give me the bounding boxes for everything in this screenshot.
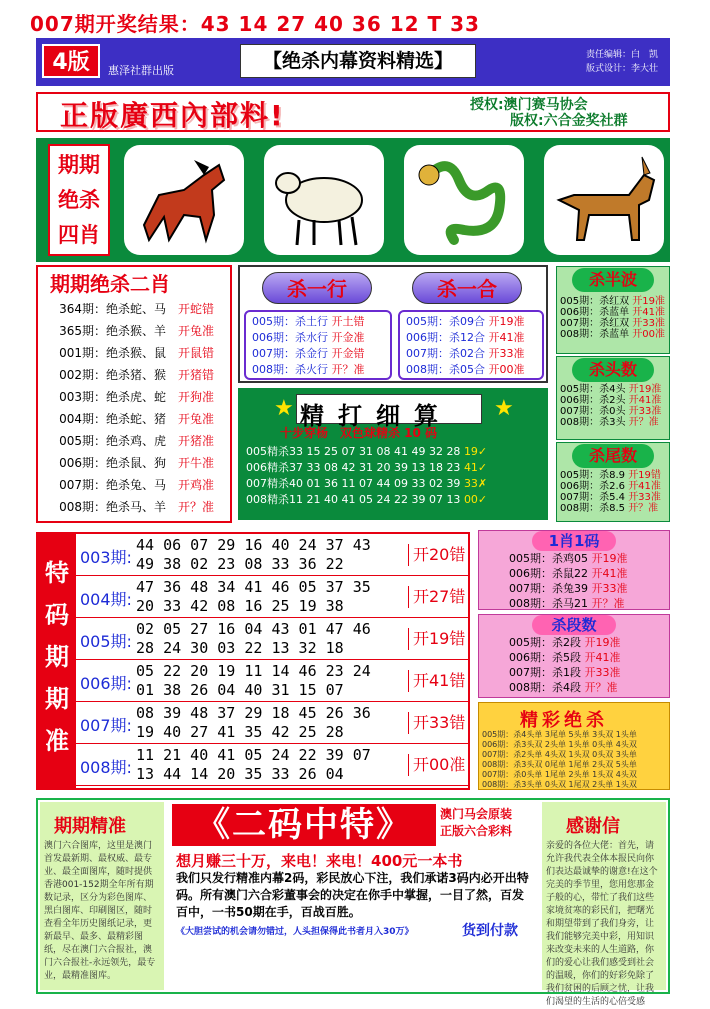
special-label-char: 特 [45,559,69,587]
row-content: 绝杀虎、蛇 [106,390,167,404]
jingcai-row: 008期：杀3头双 0尾单 1尾单 2头双 5头单 [482,760,637,769]
bottom-right-title: 感谢信 [566,816,620,837]
one_shio-row [479,581,669,596]
precision-row [246,444,487,460]
row-period: 006期： [560,307,600,318]
row-period: 008期： [406,363,449,376]
copyright-line: 版权:六合金奖社群 [510,113,628,129]
row-period: 005期： [509,552,552,565]
kill_he-row [406,346,536,362]
cod-label: 货到付款 [462,923,518,939]
precision-row [246,492,487,508]
row-result: 开兔准 [178,324,215,338]
half_wave-row [556,307,670,318]
bottom-right-text: 亲爱的各位大佬：首先，请允许我代表全体本报民向你们表达最诚挚的谢意!在这个完美的季节里，您用您那金子般的心，带忙了我们这些家境贫寒的彩民们，把曙光和期望带到了我们身旁，让我们能够完美中彩，用知识来改变未来的人生道路，你们的爱心让我们感受到社会的温暖，你们的好彩免除了我们贫困的后顾之忧，让我们渴望的生活的心倍受感 [546,841,658,1007]
row-content: 杀0头 [599,406,626,417]
one_shio-row [479,596,669,611]
precision-title: 精打细算 [300,402,452,430]
row-content: 杀4头 [599,384,626,395]
two-shio-row [42,430,228,452]
kill-four-line: 绝杀 [58,188,100,212]
row-result: 开33准 [628,406,662,417]
special-period: 006期: [80,674,132,693]
tail_num-row [556,503,670,514]
tail_num-row [556,470,670,481]
kill-four-label [48,144,110,256]
precision-result: 41✓ [463,461,488,474]
row-result: 开19准 [628,384,662,395]
precision-numbers: 005精杀33 15 25 07 31 08 41 49 32 28 [246,445,461,458]
kill_he-row [406,314,536,330]
row-result: 开19准 [591,552,628,565]
kill-he-box [398,310,544,380]
row-period: 007期： [59,478,106,492]
special-row [76,534,468,576]
row-result: 开33准 [632,318,666,329]
row-result: 开41准 [628,395,662,406]
row-period: 006期： [252,331,295,344]
special-label-char: 期 [45,685,69,713]
row-result: 开兔准 [178,412,215,426]
special-code-label [38,534,76,788]
precision-subtitle: 十步穿杨 双色球精杀 10 码 [280,426,438,440]
special-row [76,744,468,786]
special-result: 开41错 [408,670,468,692]
row-content: 杀蓝单 [599,329,630,340]
row-content: 杀3头 [599,417,626,428]
row-content: 绝杀兔、马 [106,478,167,492]
row-period: 008期： [560,417,600,428]
row-period: 005期： [252,315,295,328]
one-shio-panel [478,530,670,610]
kill_xing-row [252,362,384,378]
row-period: 007期： [406,347,449,360]
bottom-left-title: 期期精准 [54,816,126,837]
row-period: 007期： [560,406,600,417]
row-content: 杀蓝单 [599,307,630,318]
row-period: 002期： [59,368,106,382]
special-line: 28 24 30 03 22 13 32 18 [136,639,344,657]
two-shio-row [42,452,228,474]
two-shio-row [42,386,228,408]
two-shio-row [42,320,228,342]
special-period: 005期: [80,632,132,651]
row-period: 006期： [560,395,600,406]
kill-he-title: 杀一合 [412,272,522,304]
row-period: 005期： [509,636,552,649]
row-period: 008期： [560,329,600,340]
one_shio-row [479,551,669,566]
row-result: 开41准 [488,331,525,344]
row-period: 001期： [59,346,106,360]
row-period: 005期： [560,470,600,481]
erma-title: 《二码中特》 [172,804,436,846]
two-shio-title: 期期绝杀二肖 [50,272,170,296]
segment-row [479,680,669,695]
row-content: 杀鼠22 [552,567,588,580]
jingcai-row: 005期：杀4头单 3尾单 5头单 3头双 1头单 [482,730,637,739]
special-line: 49 38 02 23 08 33 36 22 [136,555,344,573]
row-content: 杀红双 [599,318,630,329]
two-shio-row [42,364,228,386]
precision-numbers: 008精杀11 21 40 41 05 24 22 39 07 13 [246,493,461,506]
segment-row [479,650,669,665]
kill_he-row [406,330,536,346]
publisher: 惠泽社群出版 [108,64,174,77]
row-content: 杀2头 [599,395,626,406]
special-period: 008期: [80,758,132,777]
kill-xing-title: 杀一行 [262,272,372,304]
row-result: 开？准 [628,503,659,514]
row-content: 杀5段 [552,651,581,664]
row-result: 开狗准 [178,390,215,404]
row-period: 006期： [509,651,552,664]
special-line: 44 06 07 29 16 40 24 37 43 [136,536,371,554]
row-period: 008期： [560,503,600,514]
tail_num-row [556,481,670,492]
row-period: 005期： [59,434,106,448]
dragon-image [404,145,524,255]
row-result: 开19准 [632,296,666,307]
kill-four-line: 四肖 [58,223,100,247]
row-result: 开猪准 [178,434,215,448]
half-wave-title: 杀半波 [572,268,654,292]
special-numbers [136,746,371,784]
special-period: 004期: [80,590,132,609]
row-result: 开猪错 [178,368,215,382]
row-result: 开？准 [584,681,618,694]
special-label-char: 期 [45,643,69,671]
row-result: 开？准 [591,597,625,610]
special-row [76,660,468,702]
special-row [76,702,468,744]
row-content: 杀马21 [552,597,588,610]
row-period: 004期： [59,412,106,426]
special-line: 47 36 48 34 41 46 05 37 35 [136,578,371,596]
row-period: 007期： [509,666,552,679]
two-shio-row [42,298,228,320]
half_wave-row [556,329,670,340]
special-result: 开20错 [408,544,468,566]
row-content: 杀05合 [449,363,485,376]
aoma-line: 正版六合彩料 [440,824,513,838]
main-title: 正版廣西內部料! [60,99,285,132]
row-content: 杀水行 [295,331,328,344]
row-content: 绝杀猪、猴 [106,368,167,382]
head_num-row [556,384,670,395]
special-result: 开27错 [408,586,468,608]
star-icon: ★ [494,396,514,421]
row-period: 007期： [509,582,552,595]
jingcai-row: 008期：杀3头单 0头双 1尾双 2头单 1头双 [482,780,637,789]
row-content: 绝杀蛇、马 [106,302,167,316]
special-period: 003期: [80,548,132,567]
two-shio-row [42,474,228,496]
row-result: 开金准 [331,331,365,344]
editor-line: 责任编辑：白 凯 [586,50,659,60]
row-result: 开41准 [632,307,666,318]
row-content: 杀火行 [295,363,328,376]
row-result: 开19准 [488,315,525,328]
row-period: 005期： [560,296,600,307]
special-numbers [136,536,371,574]
star-icon: ★ [274,396,294,421]
row-result: 开蛇错 [178,302,215,316]
special-line: 13 44 14 20 35 33 26 04 [136,765,344,783]
row-period: 006期： [509,567,552,580]
dog-image [544,145,664,255]
head_num-row [556,417,670,428]
one_shio-row [479,566,669,581]
special-row [76,618,468,660]
special-numbers [136,620,371,658]
kill_xing-row [252,314,384,330]
version-badge: 4版 [42,44,100,78]
row-period: 007期： [252,347,295,360]
row-result: 开牛准 [178,456,215,470]
precision-result: 33✗ [463,477,488,490]
jingcai-row: 006期：杀3头双 2头单 1头单 0头单 4头双 [482,740,637,749]
row-content: 杀红双 [599,296,630,307]
row-content: 杀12合 [449,331,485,344]
row-period: 008期： [252,363,295,376]
kill_he-row [406,362,536,378]
precision-result: 00✓ [463,493,488,506]
precision-row [246,460,487,476]
special-period: 007期: [80,716,132,735]
row-content: 绝杀猴、羊 [106,324,167,338]
authorization-line: 授权:澳门赛马协会 [470,97,588,113]
row-period: 005期： [560,384,600,395]
aoma-line: 澳门马会原装 [440,807,513,821]
special-result: 开00准 [408,754,468,776]
row-period: 006期： [406,331,449,344]
special-line: 20 33 42 08 16 25 19 38 [136,597,344,615]
row-content: 杀09合 [449,315,485,328]
editor-credits [586,48,658,76]
sheep-image [264,145,384,255]
row-result: 开金错 [331,347,365,360]
precision-numbers: 006精杀37 33 08 42 31 20 39 13 18 23 [246,461,461,474]
two-shio-row [42,342,228,364]
segment-title: 杀段数 [532,615,616,635]
precision-numbers: 007精杀40 01 36 11 07 44 09 33 02 39 [246,477,461,490]
half_wave-row [556,296,670,307]
aoma-label [440,806,512,840]
jingcai-row: 007期：杀2头单 4头双 1头双 0头双 3头单 [482,750,637,759]
special-line: 02 05 27 16 04 43 01 47 46 [136,620,371,638]
head-num-title: 杀头数 [572,358,654,382]
row-content: 绝杀鼠、狗 [106,456,167,470]
precision-result: 19✓ [463,445,488,458]
tail-num-title: 杀尾数 [572,444,654,468]
slogan: 想月赚三十万，来电！来电！400元一本书 [176,852,463,870]
special-numbers [136,578,371,616]
row-content: 杀4段 [552,681,581,694]
row-period: 364期： [59,302,106,316]
half_wave-row [556,318,670,329]
special-result: 开19错 [408,628,468,650]
row-content: 杀金行 [295,347,328,360]
row-content: 杀兔39 [552,582,588,595]
head_num-row [556,395,670,406]
two-shio-row [42,496,228,518]
special-line: 01 38 26 04 40 31 15 07 [136,681,344,699]
row-result: 开土错 [331,315,365,328]
row-result: 开？准 [178,500,215,514]
row-period: 007期： [560,492,600,503]
special-numbers [136,662,371,700]
row-content: 杀土行 [295,315,328,328]
row-result: 开33准 [584,666,621,679]
special-numbers [136,704,371,742]
row-result: 开鸡准 [178,478,215,492]
row-period: 365期： [59,324,106,338]
row-result: 开41准 [628,481,661,492]
segment-panel [478,614,670,698]
row-period: 003期： [59,390,106,404]
row-result: 开？准 [628,417,659,428]
one-shio-title: 1肖1码 [532,531,616,551]
row-result: 开41准 [591,567,628,580]
row-result: 开19错 [628,470,661,481]
special-line: 11 21 40 41 05 24 22 39 07 [136,746,371,764]
row-result: 开19准 [584,636,621,649]
special-label-char: 码 [45,601,69,629]
row-content: 绝杀马、羊 [106,500,167,514]
jingcai-title: 精彩绝杀 [520,710,608,731]
row-content: 杀鸡05 [552,552,588,565]
row-result: 开41准 [584,651,621,664]
jingcai-row: 007期：杀0头单 1尾单 2头单 1头双 4头双 [482,770,637,779]
row-result: 开33准 [591,582,628,595]
kill-xing-box [244,310,392,380]
precision-row [246,476,487,492]
row-content: 杀2段 [552,636,581,649]
row-content: 绝杀猴、鼠 [106,346,167,360]
row-content: 杀1段 [552,666,581,679]
row-content: 杀5.4 [599,492,625,503]
special-line: 08 39 48 37 29 18 45 26 36 [136,704,371,722]
kill_xing-row [252,330,384,346]
kill-four-line: 期期 [58,153,100,177]
row-period: 006期： [560,481,600,492]
row-period: 008期： [509,597,552,610]
special-row [76,576,468,618]
segment-row [479,665,669,680]
row-content: 杀8.9 [599,470,625,481]
bottom-left-text: 澳门六合图库，这里是澳门首发最新期、最权威、最专业、最全面图库，随时提供香港001-152期全年所有期数记录，区分为彩色图库、黑白图库、印刷图区，随时查看全年历史图纸记录，更新最早、最多、最精彩图纸，尽在澳门六合报社，澳门六合报社-永远领先，最专业，最精准图库。 [44,841,156,981]
special-result: 开33错 [408,712,468,734]
special-label-char: 准 [45,727,69,755]
row-content: 杀02合 [449,347,485,360]
row-result: 开00准 [632,329,666,340]
bottom-note: 《大胆尝试的机会请勿错过，人头担保得此书者月入30万》 [176,927,414,937]
row-content: 绝杀鸡、虎 [106,434,167,448]
special-line: 05 22 20 19 11 14 46 23 24 [136,662,371,680]
head_num-row [556,406,670,417]
row-result: 开？准 [331,363,365,376]
row-period: 007期： [560,318,600,329]
tail_num-row [556,492,670,503]
header-title: 【绝杀内幕资料精选】 [240,44,476,78]
row-content: 杀2.6 [599,481,625,492]
special-line: 19 40 27 41 35 42 25 28 [136,723,344,741]
row-period: 006期： [59,456,106,470]
draw-result: 007期开奖结果：43 14 27 40 36 12 T 33 [30,12,480,36]
bottom-body: 我们只发行精准内幕2码，彩民放心下注，我们承诺3码内必开出特码。所有澳门六合彩董事会的决定在你手中掌握，一目了然，百发百中，一书50期在手，百战百胜。 [176,871,529,919]
row-period: 008期： [509,681,552,694]
kill_xing-row [252,346,384,362]
segment-row [479,635,669,650]
row-content: 杀8.5 [599,503,625,514]
row-period: 005期： [406,315,449,328]
row-result: 开33准 [628,492,661,503]
row-result: 开00准 [488,363,525,376]
row-result: 开鼠错 [178,346,215,360]
row-result: 开33准 [488,347,525,360]
designer-line: 版式设计：李大壮 [586,64,659,74]
row-content: 绝杀蛇、猪 [106,412,167,426]
row-period: 008期： [59,500,106,514]
two-shio-row [42,408,228,430]
horse-image [124,145,244,255]
